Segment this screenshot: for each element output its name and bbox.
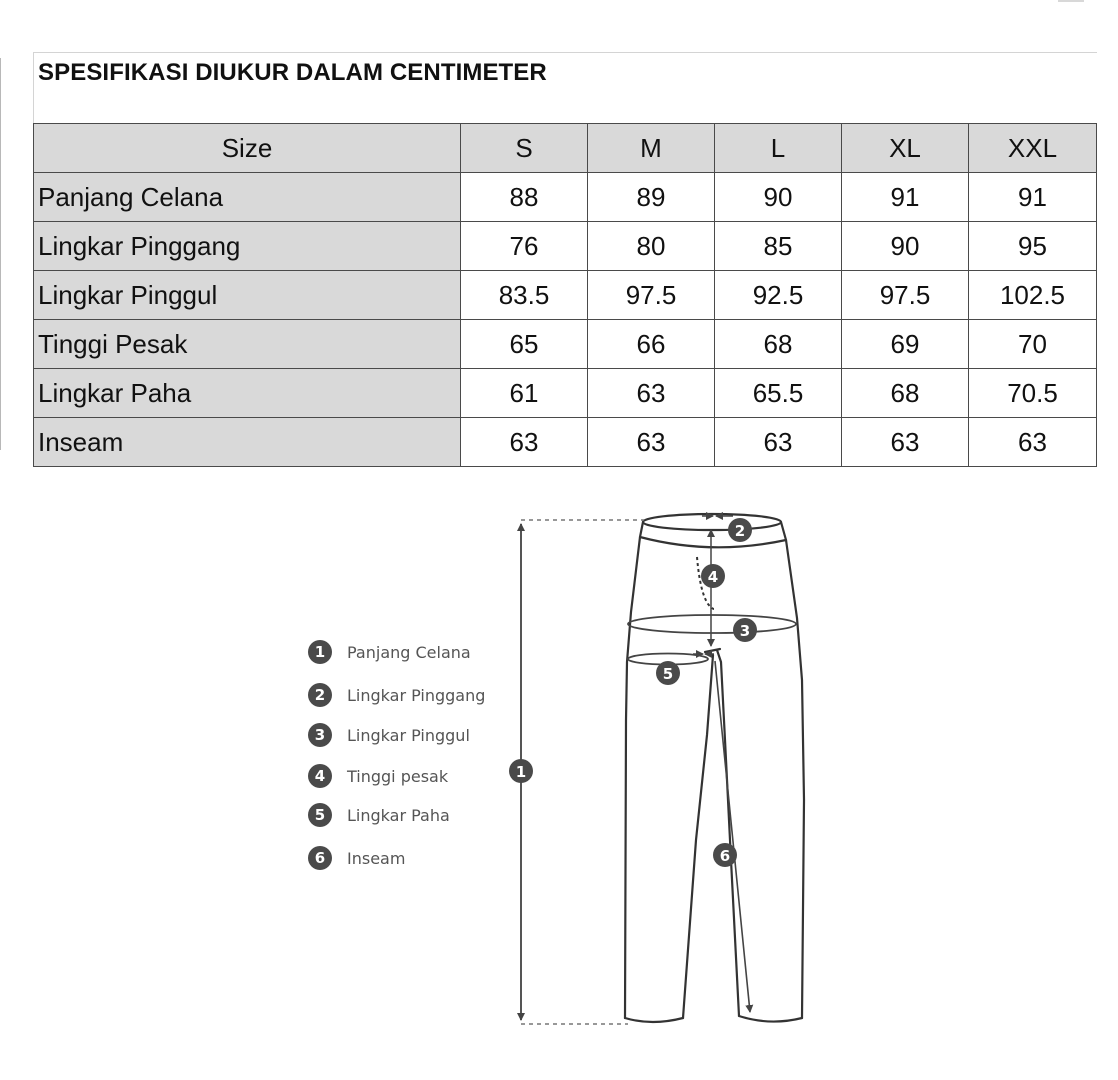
legend-number-badge: 1 <box>308 640 332 664</box>
row-label: Inseam <box>34 418 461 467</box>
marker-6 <box>713 843 737 867</box>
table-cell: 63 <box>969 418 1097 467</box>
row-label: Lingkar Pinggul <box>34 271 461 320</box>
hip-measure <box>628 615 796 633</box>
header-cell-xxl: XXL <box>969 124 1097 173</box>
table-cell: 97.5 <box>842 271 969 320</box>
marker-number: 4 <box>707 568 719 586</box>
table-cell: 102.5 <box>969 271 1097 320</box>
legend-number-badge: 2 <box>308 683 332 707</box>
legend-label: Inseam <box>347 848 406 868</box>
table-cell: 85 <box>715 222 842 271</box>
table-cell: 90 <box>842 222 969 271</box>
marker-4 <box>701 564 725 588</box>
table-cell: 91 <box>842 173 969 222</box>
table-cell: 63 <box>461 418 588 467</box>
marker-number: 2 <box>734 522 746 540</box>
header-cell-m: M <box>588 124 715 173</box>
table-cell: 89 <box>588 173 715 222</box>
table-cell: 97.5 <box>588 271 715 320</box>
marker-number: 5 <box>662 665 674 683</box>
page-title: SPESIFIKASI DIUKUR DALAM CENTIMETER <box>38 59 547 86</box>
table-cell: 63 <box>842 418 969 467</box>
legend-label: Tinggi pesak <box>347 766 449 786</box>
legend-number-badge: 6 <box>308 846 332 870</box>
table-cell: 63 <box>715 418 842 467</box>
inseam-measure <box>715 661 750 1012</box>
header-cell-l: L <box>715 124 842 173</box>
table-cell: 76 <box>461 222 588 271</box>
row-label: Panjang Celana <box>34 173 461 222</box>
table-cell: 65.5 <box>715 369 842 418</box>
table-cell: 88 <box>461 173 588 222</box>
table-cell: 70 <box>969 320 1097 369</box>
row-label: Lingkar Pinggang <box>34 222 461 271</box>
table-cell: 69 <box>842 320 969 369</box>
table-cell: 80 <box>588 222 715 271</box>
legend-number-badge: 4 <box>308 764 332 788</box>
marker-1 <box>509 759 533 783</box>
header-cell-xl: XL <box>842 124 969 173</box>
table-cell: 66 <box>588 320 715 369</box>
table-cell: 61 <box>461 369 588 418</box>
pants-outline <box>625 514 804 1022</box>
table-cell: 68 <box>715 320 842 369</box>
header-cell-s: S <box>461 124 588 173</box>
legend-number-badge: 5 <box>308 803 332 827</box>
table-cell: 91 <box>969 173 1097 222</box>
header-cell-size: Size <box>34 124 461 173</box>
marker-number: 3 <box>739 622 751 640</box>
table-cell: 92.5 <box>715 271 842 320</box>
table-cell: 90 <box>715 173 842 222</box>
table-cell: 68 <box>842 369 969 418</box>
legend-label: Lingkar Pinggul <box>347 725 470 745</box>
marker-5 <box>656 661 680 685</box>
marker-number: 6 <box>719 847 731 865</box>
row-label: Tinggi Pesak <box>34 320 461 369</box>
table-cell: 95 <box>969 222 1097 271</box>
table-cell: 65 <box>461 320 588 369</box>
table-cell: 63 <box>588 369 715 418</box>
table-cell: 63 <box>588 418 715 467</box>
legend-number-badge: 3 <box>308 723 332 747</box>
table-cell: 70.5 <box>969 369 1097 418</box>
legend-label: Lingkar Paha <box>347 805 450 825</box>
row-label: Lingkar Paha <box>34 369 461 418</box>
legend-label: Panjang Celana <box>347 642 471 662</box>
marker-number: 1 <box>515 763 527 781</box>
marker-3 <box>733 618 757 642</box>
marker-2 <box>728 518 752 542</box>
legend-label: Lingkar Pinggang <box>347 685 486 705</box>
table-cell: 83.5 <box>461 271 588 320</box>
